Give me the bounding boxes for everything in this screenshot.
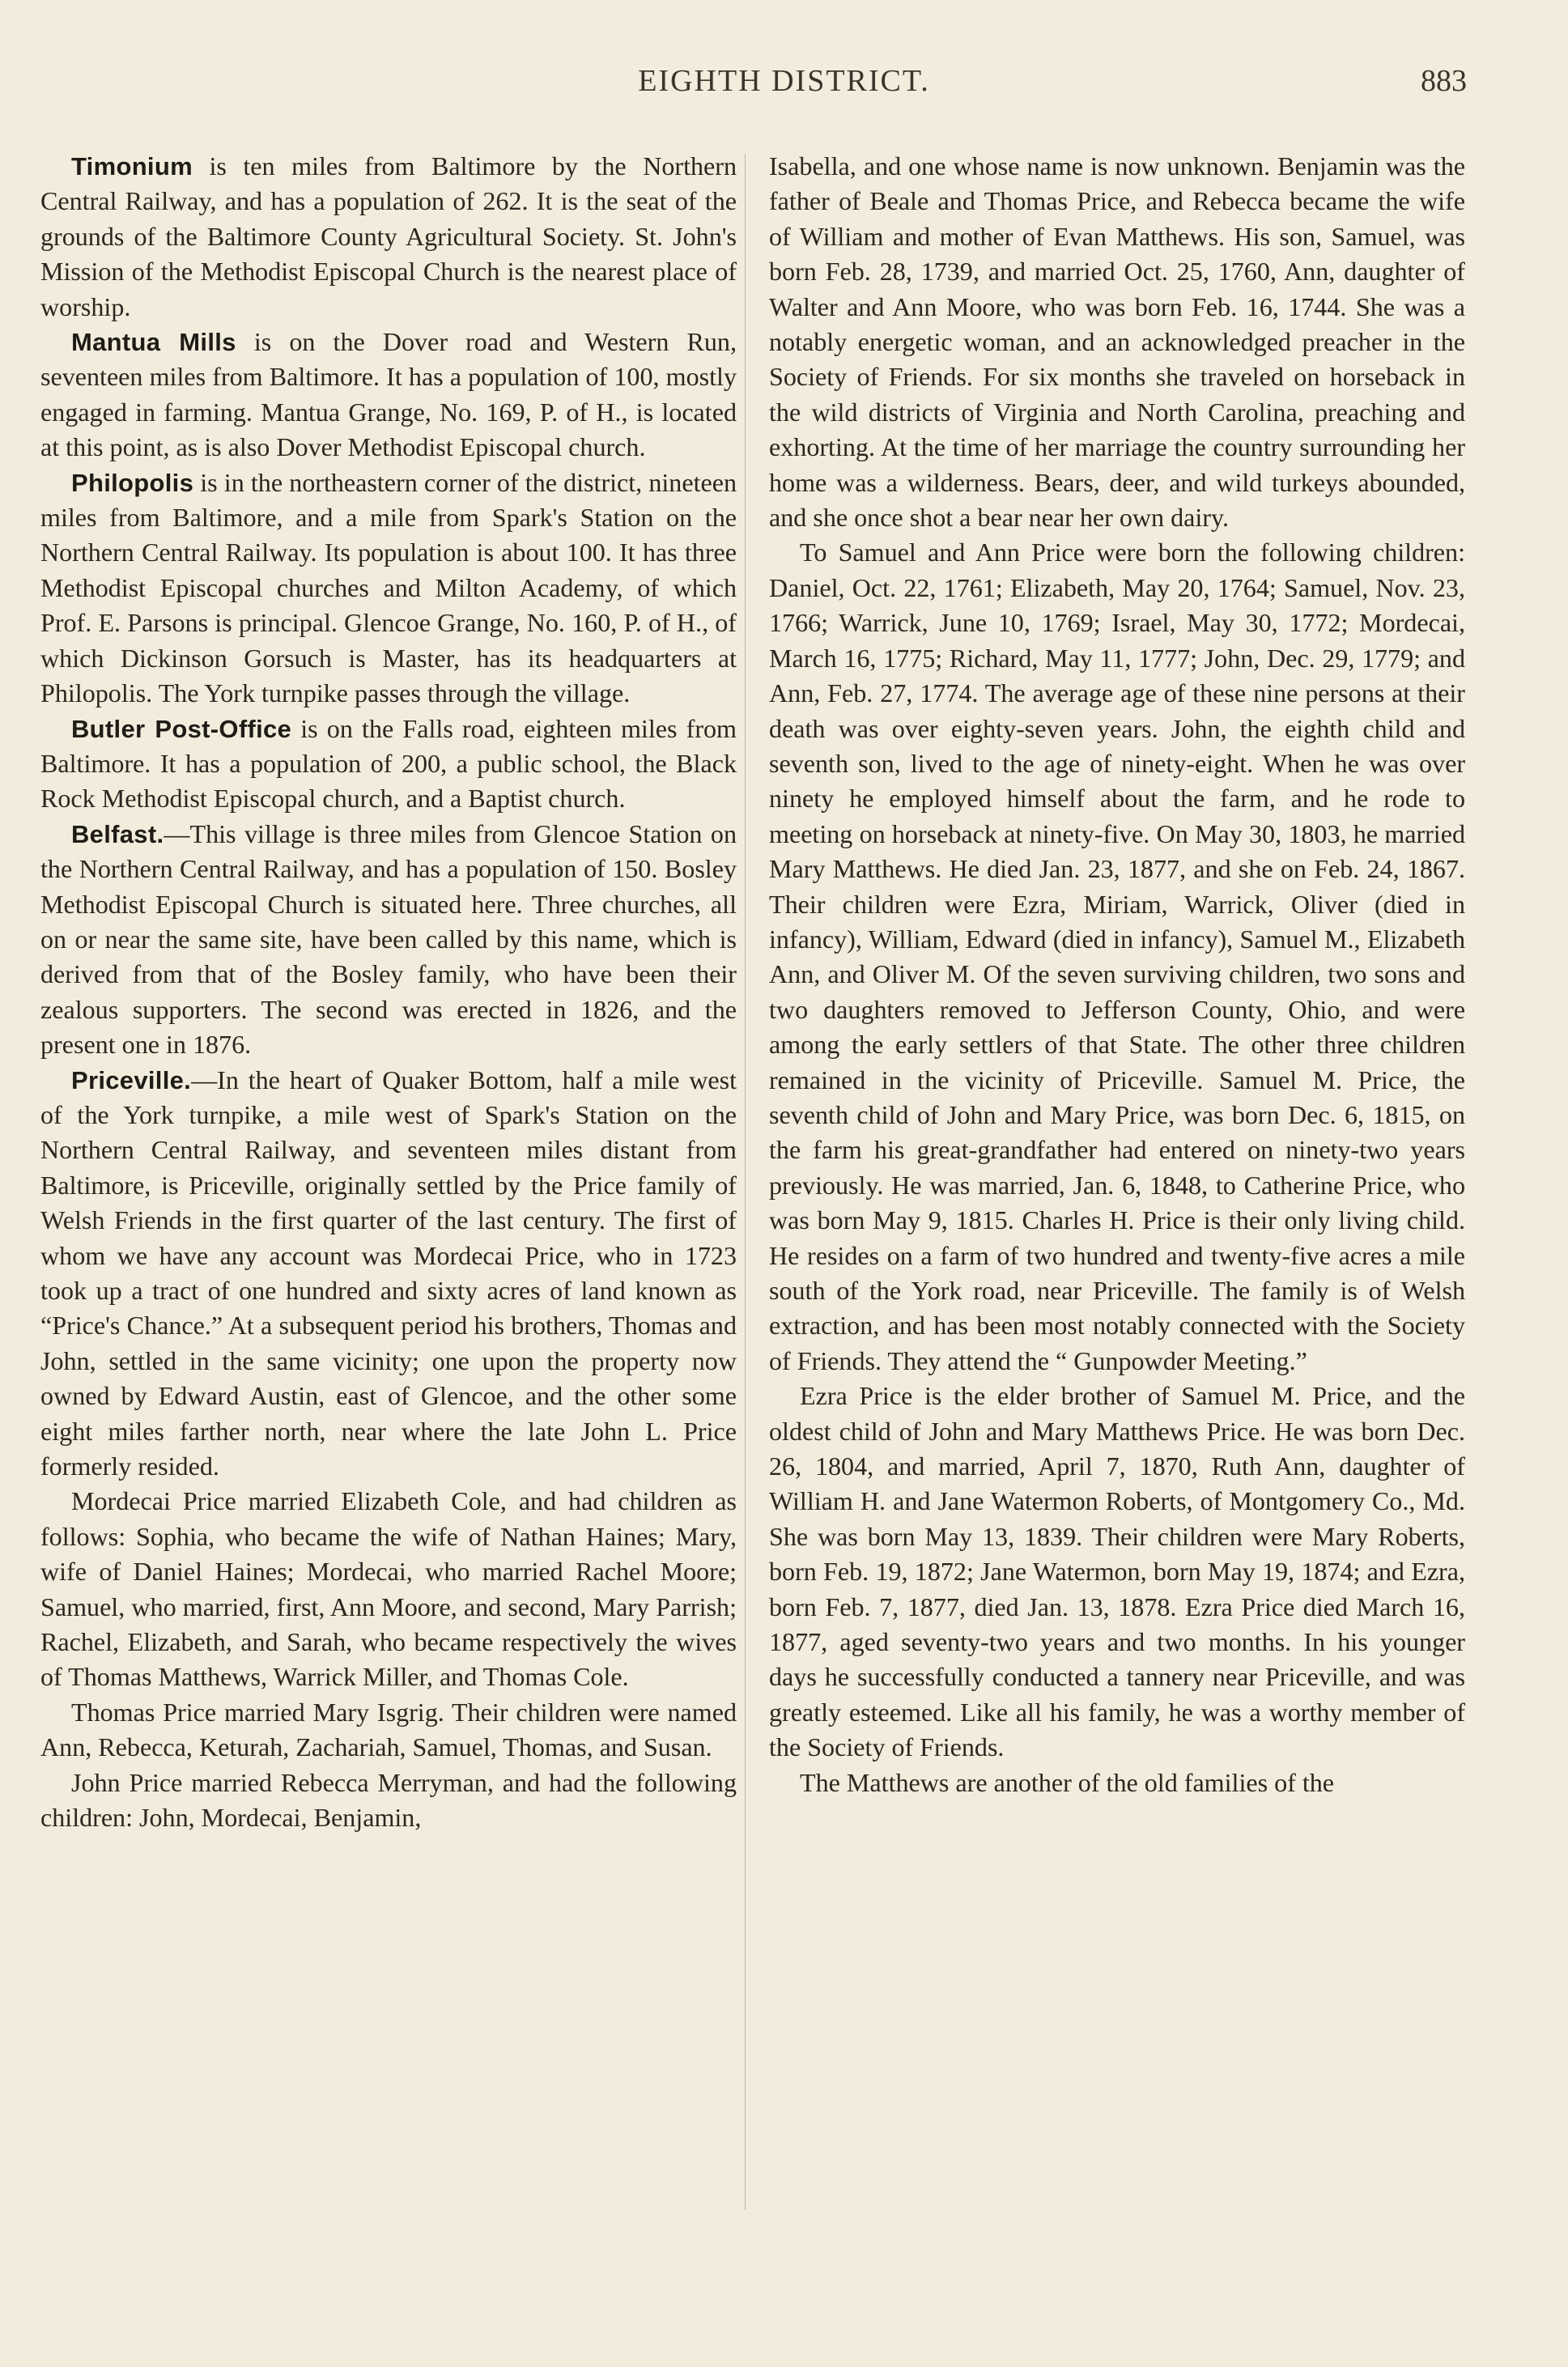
- place-name-priceville: Priceville.: [71, 1065, 192, 1094]
- paragraph-john-price: John Price married Rebecca Merryman, and had the following children: John, Mordecai, Benjamin,: [40, 1767, 737, 1833]
- paragraph-ezra-price: Ezra Price is the elder brother of Samuel M. Price, and the oldest child of John and Mary Matthews Price. He was born Dec. 26, 1804, and married, April 7, 1870, Ruth Ann, daughter of William H. and Jane Watermon Roberts, of Montgomery Co., Md. She was born May 13, 1839. Their children were Mary Roberts, born Feb. 19, 1872; Jane Watermon, born May 19, 1874; and Ezra, born Feb. 7, 1877, died Jan. 13, 1878. Ezra Price died March 16, 1877, aged seventy-two years and two months. In his younger days he successfully conducted a tannery near Priceville, and was greatly esteemed. Like all his family, he was a worthy member of the Society of Friends.: [769, 1381, 1465, 1762]
- paragraph-text: is on the Dover road and Western Run, seventeen miles from Baltimore. It has a population of 100, mostly engaged in farming. Mantua Grange, No. 169, P. of H., is located at this point, as is also Dover Methodist Episcopal church.: [40, 327, 737, 462]
- paragraph-priceville: [40, 1063, 737, 1485]
- paragraph-timonium: [40, 149, 737, 325]
- place-name-butler: Butler Post-Office: [71, 714, 292, 743]
- column-divider: [745, 154, 746, 2210]
- paragraph-thomas-price: Thomas Price married Mary Isgrig. Their children were named Ann, Rebecca, Keturah, Zachariah, Samuel, Thomas, and Susan.: [40, 1697, 737, 1762]
- place-name-philopolis: Philopolis: [71, 468, 194, 497]
- place-name-timonium: Timonium: [71, 152, 193, 181]
- paragraph-text: —This village is three miles from Glencoe Station on the Northern Central Railway, and has a population of 150. Bosley Methodist Episcopal Church is situated here. Three churches, all on or near the same site, have been called by this name, which is derived from that of the Bosley family, who have been their zealous supporters. The second was erected in 1826, and the present one in 1876.: [40, 818, 737, 1060]
- paragraph-matthews: The Matthews are another of the old families of the: [800, 1767, 1335, 1797]
- paragraph-samuel-ann-price: To Samuel and Ann Price were born the following children: Daniel, Oct. 22, 1761; Elizabeth, May 20, 1764; Samuel, Nov. 23, 1766; Warrick, June 10, 1769; Israel, May 30, 1772; Mordecai, March 16, 1775; Richard, May 11, 1777; John, Dec. 29, 1779; and Ann, Feb. 27, 1774. The average age of these nine persons at their death was over eighty-seven years. John, the eighth child and seventh son, lived to the age of ninety-eight. When he was over ninety he employed himself about the farm, and he rode to meeting on horseback at ninety-five. On May 30, 1803, he married Mary Matthews. He died Jan. 23, 1877, and she on Feb. 24, 1867. Their children were Ezra, Miriam, Warrick, Oliver (died in infancy), William, Edward (died in infancy), Samuel M., Elizabeth Ann, and Oliver M. Of the seven surviving children, two sons and two daughters removed to Jefferson County, Ohio, and were among the early settlers of that State. The other three children remained in the vicinity of Priceville. Samuel M. Price, the seventh child of John and Mary Price, was born Dec. 6, 1815, on the farm his great-grandfather had entered on ninety-two years previously. He was married, Jan. 6, 1848, to Catherine Price, who was born May 9, 1815. Charles H. Price is their only living child. He resides on a farm of two hundred and twenty-five acres a mile south of the York road, near Priceville. The family is of Welsh extraction, and has been most notably connected with the Society of Friends. They attend the “ Gunpowder Meeting.”: [769, 538, 1465, 1375]
- paragraph-text: is on the Falls road, eighteen miles from Baltimore. It has a population of 200, a public school, the Black Rock Methodist Episcopal church, and a Baptist church.: [40, 713, 737, 814]
- paragraph-belfast: [40, 817, 737, 1063]
- paragraph-text: is ten miles from Baltimore by the Northern Central Railway, and has a population of 262. It is the seat of the grounds of the Baltimore County Agricultural Society. St. John's Mission of the Methodist Episcopal Church is the nearest place of worship.: [40, 151, 737, 321]
- paragraph-continuation: Isabella, and one whose name is now unknown. Benjamin was the father of Beale and Thomas Price, and Rebecca became the wife of William and mother of Evan Matthews. His son, Samuel, was born Feb. 28, 1739, and married Oct. 25, 1760, Ann, daughter of Walter and Ann Moore, who was born Feb. 16, 1744. She was a notably energetic woman, and an acknowledged preacher in the Society of Friends. For six months she traveled on horseback in the wild districts of Virginia and North Carolina, preaching and exhorting. At the time of her marriage the country surrounding her home was a wilderness. Bears, deer, and wild turkeys abounded, and she once shot a bear near her own dairy.: [769, 151, 1465, 533]
- page-header: [0, 60, 1568, 108]
- paragraph-text: —In the heart of Quaker Bottom, half a mile west of the York turnpike, a mile west of Spark's Station on the Northern Central Railway, and seventeen miles distant from Baltimore, is Priceville, originally settled by the Price family of Welsh Friends in the first quarter of the last century. The first of whom we have any account was Mordecai Price, who in 1723 took up a tract of one hundred and sixty acres of land known as “Price's Chance.” At a subsequent period his brothers, Thomas and John, settled in the same vicinity; one upon the property now owned by Edward Austin, east of Glencoe, and the other some eight miles farther north, near where the late John L. Price formerly resided.: [40, 1065, 737, 1481]
- left-column: [40, 149, 737, 1836]
- right-column: [769, 149, 1465, 1800]
- page-number: 883: [1421, 64, 1467, 98]
- paragraph-text: is in the northeastern corner of the district, nineteen miles from Baltimore, and a mile from Spark's Station on the Northern Central Railway. Its population is about 100. It has three Methodist Episcopal churches and Milton Academy, of which Prof. E. Parsons is principal. Glencoe Grange, No. 160, P. of H., of which Dickinson Gorsuch is Master, has its headquarters at Philopolis. The York turnpike passes through the village.: [40, 467, 737, 708]
- paragraph-mordecai-price: Mordecai Price married Elizabeth Cole, and had children as follows: Sophia, who became the wife of Nathan Haines; Mary, wife of Daniel Haines; Mordecai, who married Rachel Moore; Samuel, who married, first, Ann Moore, and second, Mary Parrish; Rachel, Elizabeth, and Sarah, who became respectively the wives of Thomas Matthews, Warrick Miller, and Thomas Cole.: [40, 1486, 737, 1692]
- running-head: EIGHTH DISTRICT.: [638, 64, 930, 98]
- paragraph-butler: [40, 712, 737, 817]
- paragraph-philopolis: [40, 465, 737, 712]
- place-name-mantua-mills: Mantua Mills: [71, 328, 236, 357]
- paragraph-mantua-mills: [40, 325, 737, 465]
- place-name-belfast: Belfast.: [71, 819, 164, 848]
